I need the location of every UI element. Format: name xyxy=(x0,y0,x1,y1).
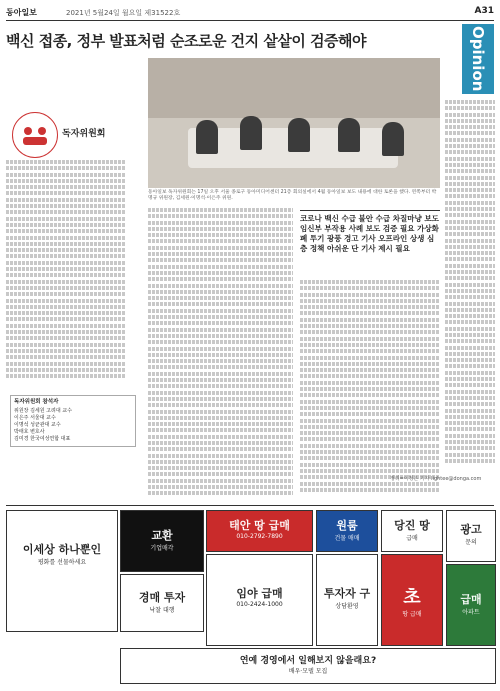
text-column-1 xyxy=(6,160,126,390)
ad-section xyxy=(6,505,494,686)
pull-quote: 코로나 백신 수급 불안 수급 차질마냥 보도 임신부 부작용 사례 보도 검증 필요 가상화폐 투기 광풍 경고 기사 오프라인 상생 심층 정책 아쉬운 단 기사 제시 필요 xyxy=(300,210,440,254)
member-line: 이명석 성균관대 교수 xyxy=(14,422,61,428)
text-column-2 xyxy=(148,208,293,503)
ad-box[interactable]: 연예 경영에서 일해보지 않을래요? 배우·모델 모집 xyxy=(120,648,496,684)
ad-box[interactable]: 급매 아파트 xyxy=(446,564,496,646)
section-tab: Opinion xyxy=(462,24,494,94)
ad-box[interactable]: 초 땅 급매 xyxy=(381,554,443,646)
member-line: 위원장 김세원 고려대 교수 xyxy=(14,408,72,414)
signature: 정리=이정은 기자 lightee@donga.com xyxy=(390,476,482,482)
ad-box[interactable]: 임야 급매 010-2424-1000 xyxy=(206,554,313,646)
member-line: 박태호 변호사 xyxy=(14,429,45,435)
ad-box[interactable]: 투자자 구 상담환영 xyxy=(316,554,378,646)
ad-box[interactable]: 이세상 하나뿐인 평화를 선물하세요 xyxy=(6,510,118,632)
page-number: A31 xyxy=(474,6,494,16)
masthead xyxy=(6,6,494,21)
ad-box[interactable]: 경매 투자 낙찰 대행 xyxy=(120,574,204,632)
photo-caption: 동아일보 독자위원회는 17일 오후 서울 종로구 동아미디어센터 21층 회의실에서 4월 동아일보 보도 내용에 대한 토론을 했다. 왼쪽부터 박명규 위원장, 김세원·이명석·이은주 위원. xyxy=(148,190,437,201)
text-column-4 xyxy=(445,100,495,470)
members-box xyxy=(10,395,136,447)
ad-box[interactable]: 광고 문의 xyxy=(446,510,496,562)
member-line: 이은주 서울대 교수 xyxy=(14,415,56,421)
board-label: 독자위원회 xyxy=(62,129,106,139)
ad-box[interactable]: 당진 땅 급매 xyxy=(381,510,443,552)
ad-box[interactable]: 교환 기업매각 xyxy=(120,510,204,572)
ad-box[interactable]: 태안 땅 급매 010-2792-7890 xyxy=(206,510,313,552)
ad-box[interactable]: 원룸 건물 매매 xyxy=(316,510,378,552)
meeting-photo xyxy=(148,58,440,188)
member-line: 김미경 한국여성연합 대표 xyxy=(14,436,71,442)
members-title: 독자위원회 참석자 xyxy=(14,399,59,405)
board-logo-icon xyxy=(12,112,58,158)
headline: 백신 접종, 정부 발표처럼 순조로운 건지 샅샅이 검증해야 xyxy=(6,32,367,50)
text-column-3 xyxy=(300,280,440,500)
issue-date: 2021년 5월24일 월요일 제31522호 xyxy=(66,9,181,17)
brand: 동아일보 xyxy=(6,8,37,17)
